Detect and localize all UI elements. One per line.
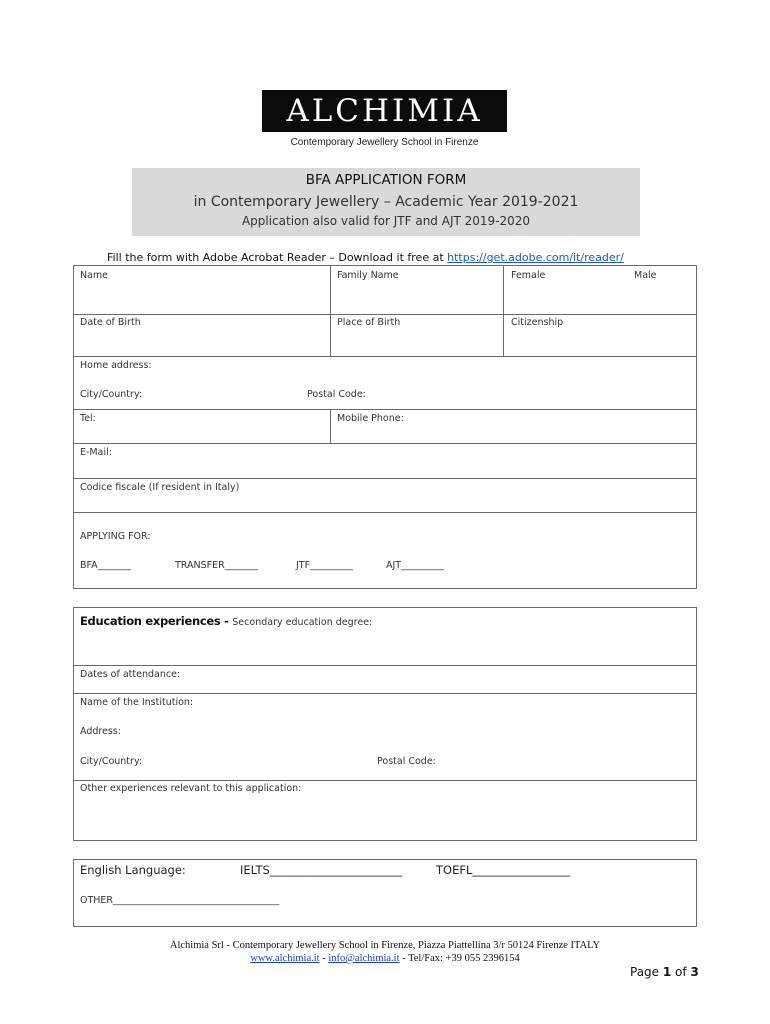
footer-telfax: - Tel/Fax: +39 055 2396154 bbox=[399, 953, 520, 964]
page-number bbox=[630, 965, 699, 979]
email-link[interactable]: info@alchimia.it bbox=[328, 953, 400, 964]
form-validity-note: Application also valid for JTF and AJT 2019-2020 bbox=[241, 214, 531, 228]
institution-city-country-field[interactable]: City/Country: bbox=[80, 756, 143, 767]
postal-code-field[interactable]: Postal Code: bbox=[307, 389, 366, 400]
logo-text: ALCHIMIA bbox=[286, 93, 483, 129]
date-of-birth-field[interactable]: Date of Birth bbox=[80, 317, 141, 328]
transfer-option[interactable]: TRANSFER_______ bbox=[175, 560, 258, 571]
applying-for-label: APPLYING FOR: bbox=[80, 531, 151, 542]
ajt-option[interactable]: AJT_________ bbox=[386, 560, 444, 571]
bfa-option[interactable]: BFA_______ bbox=[80, 560, 131, 571]
page-prefix: Page bbox=[630, 965, 663, 979]
website-link[interactable]: www.alchimia.it bbox=[250, 953, 320, 964]
place-of-birth-field[interactable]: Place of Birth bbox=[337, 317, 401, 328]
ielts-field[interactable]: IELTS_______________________ bbox=[240, 863, 403, 877]
form-title: BFA APPLICATION FORM bbox=[305, 172, 467, 188]
name-field[interactable]: Name bbox=[80, 270, 109, 281]
family-name-field[interactable]: Family Name bbox=[337, 270, 399, 281]
page-total: 3 bbox=[690, 965, 699, 979]
alchimia-logo bbox=[262, 90, 507, 132]
other-language-field[interactable]: OTHER___________________________________ bbox=[80, 895, 280, 906]
tel-field[interactable]: Tel: bbox=[80, 413, 96, 424]
email-field[interactable]: E-Mail: bbox=[80, 447, 112, 458]
male-option[interactable]: Male bbox=[634, 270, 657, 281]
footer-contacts bbox=[0, 953, 770, 964]
mobile-phone-field[interactable]: Mobile Phone: bbox=[337, 413, 404, 424]
footer-address: Alchimia Srl - Contemporary Jewellery School in Firenze, Piazza Piattellina 3/r 50124 Firenze ITALY bbox=[169, 940, 601, 951]
city-country-field[interactable]: City/Country: bbox=[80, 389, 143, 400]
education-heading-label: Education experiences - bbox=[80, 614, 233, 628]
institution-postal-code-field[interactable]: Postal Code: bbox=[377, 756, 436, 767]
education-heading bbox=[80, 610, 372, 629]
other-experiences-field[interactable]: Other experiences relevant to this application: bbox=[80, 783, 302, 794]
page-of: of bbox=[671, 965, 691, 979]
page-current: 1 bbox=[662, 965, 672, 979]
institution-address-field[interactable]: Address: bbox=[80, 726, 122, 737]
codice-fiscale-field[interactable]: Codice fiscale (If resident in Italy) bbox=[80, 482, 240, 493]
form-subtitle: in Contemporary Jewellery – Academic Year 2019-2021 bbox=[193, 194, 579, 210]
school-tagline: Contemporary Jewellery School in Firenze bbox=[290, 137, 479, 148]
instructions-text: Fill the form with Adobe Acrobat Reader – Download it free at bbox=[107, 251, 448, 264]
jtf-option[interactable]: JTF_________ bbox=[296, 560, 353, 571]
dates-of-attendance-field[interactable]: Dates of attendance: bbox=[80, 669, 181, 680]
footer-separator: - bbox=[319, 953, 329, 964]
english-language-label: English Language: bbox=[80, 863, 186, 877]
secondary-degree-field[interactable]: Secondary education degree: bbox=[232, 617, 373, 628]
instructions bbox=[107, 251, 624, 264]
institution-name-field[interactable]: Name of the Institution: bbox=[80, 697, 194, 708]
female-option[interactable]: Female bbox=[511, 270, 546, 281]
citizenship-field[interactable]: Citizenship bbox=[511, 317, 564, 328]
toefl-field[interactable]: TOEFL_________________ bbox=[436, 863, 571, 877]
adobe-reader-link[interactable]: https://get.adobe.com/it/reader/ bbox=[447, 251, 624, 264]
home-address-field[interactable]: Home address: bbox=[80, 360, 152, 371]
